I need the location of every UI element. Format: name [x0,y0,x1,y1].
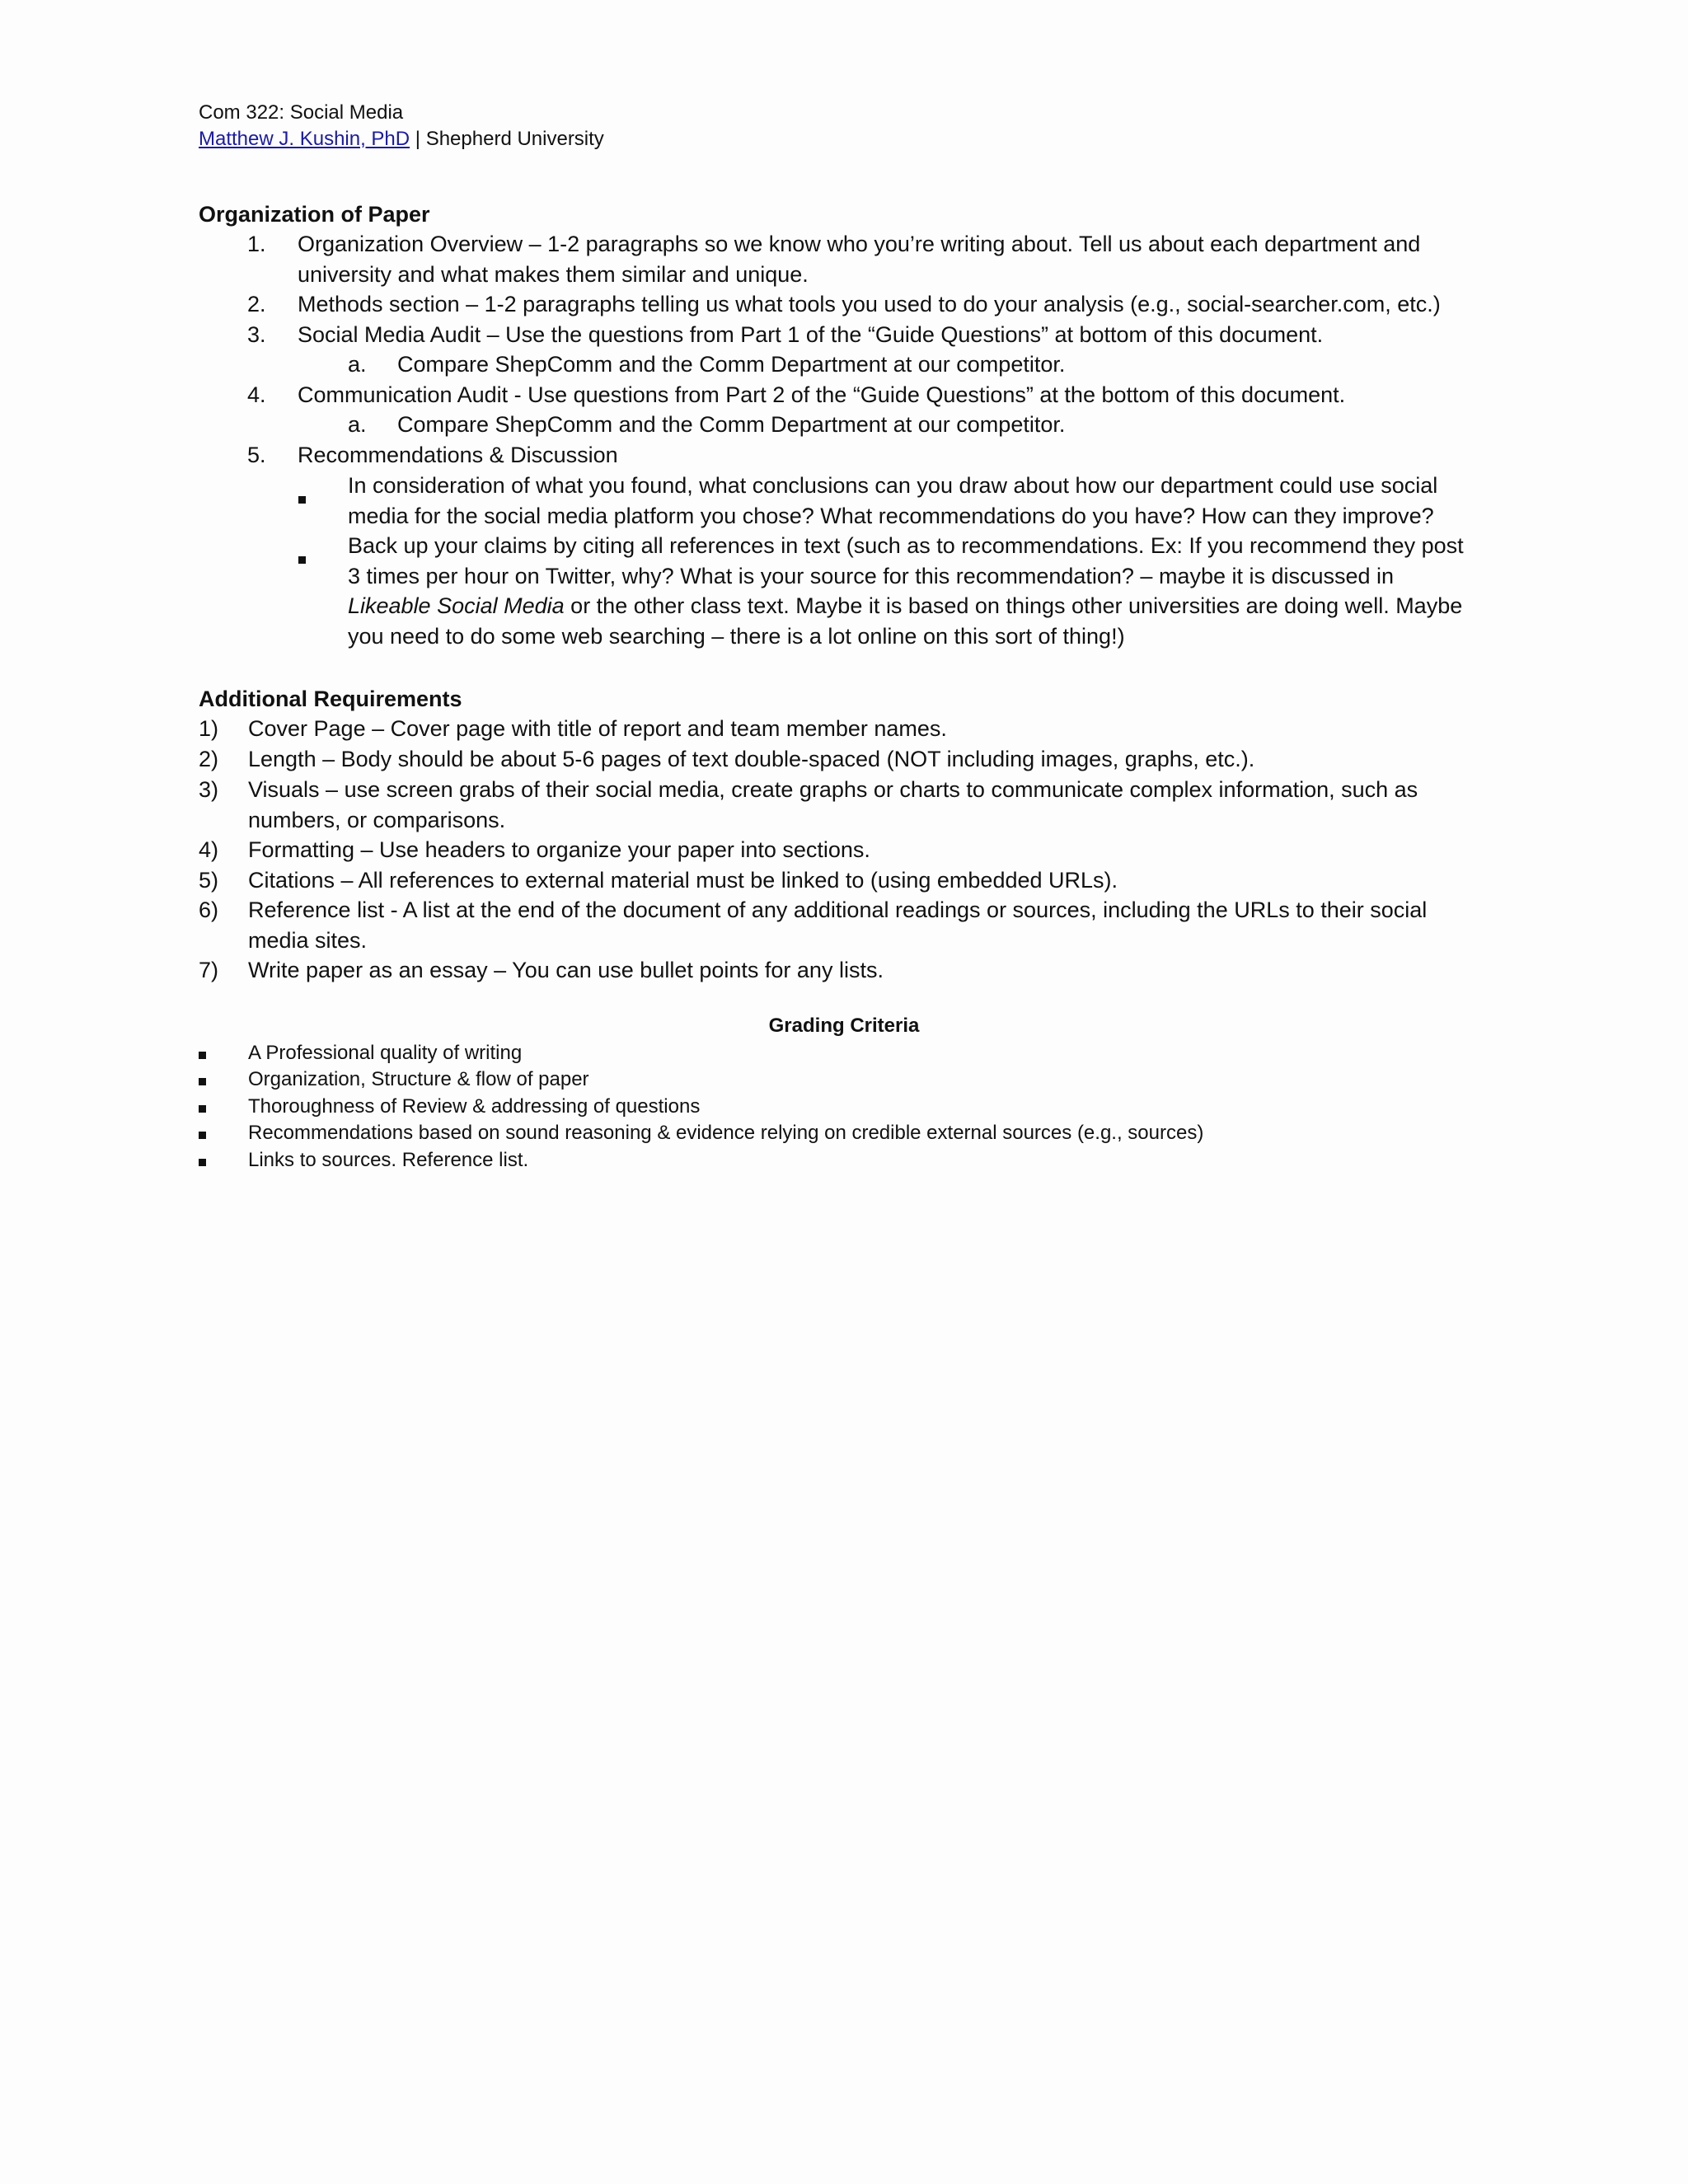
list-text: Formatting – Use headers to organize your paper into sections. [248,837,870,862]
list-number: 2. [247,292,266,316]
square-bullet-icon [298,556,306,564]
list-number: 4) [199,837,219,862]
bullet-text: 3 times per hour on Twitter, why? What is your source for this recommendation? – maybe it is discussed in [348,563,1395,588]
course-title: Com 322: Social Media [199,101,404,124]
list-text: Reference list - A list at the end of the document of any additional readings or sources, including the URLs to their social [248,898,1428,922]
list-text: Citations – All references to external material must be linked to (using embedded URLs). [248,868,1118,893]
grading-text: Organization, Structure & flow of paper [248,1068,589,1090]
sub-letter: a. [348,352,367,377]
list-number: 2) [199,747,219,771]
square-bullet-icon [199,1159,206,1166]
grading-item [199,1094,701,1120]
grading-item [199,1066,589,1093]
grading-text: Thoroughness of Review & addressing of questions [248,1095,701,1118]
bullet-text: In consideration of what you found, what conclusions can you draw about how our department could use social [348,473,1438,498]
grading-item [199,1040,523,1066]
list-text: numbers, or comparisons. [248,807,506,832]
grading-item [199,1120,1204,1146]
separator: | [415,128,421,150]
list-text: Organization Overview – 1-2 paragraphs so we know who you’re writing about. Tell us about each department and [298,232,1421,256]
list-number: 5. [247,443,266,467]
organization-heading: Organization of Paper [199,202,430,227]
list-number: 3) [199,777,219,802]
list-text: Length – Body should be about 5-6 pages of text double-spaced (NOT including images, graphs, etc.). [248,747,1255,771]
sub-text: Compare ShepComm and the Comm Department at our competitor. [397,352,1066,377]
list-text: media sites. [248,927,368,953]
list-number: 4. [247,382,266,407]
list-number: 1) [199,716,219,741]
square-bullet-icon [199,1052,206,1059]
grading-text: Links to sources. Reference list. [248,1149,529,1171]
square-bullet-icon [199,1132,206,1139]
grading-heading: Grading Criteria [768,1015,920,1037]
bullet-text-mixed [348,591,1462,621]
book-title: Likeable Social Media [348,593,565,618]
author-line [199,126,604,152]
grading-text: A Professional quality of writing [248,1042,523,1064]
university-name: Shepherd University [425,128,604,150]
bullet-text: media for the social media platform you chose? What recommendations do you have? How can they improve? [348,503,1434,528]
list-text: Write paper as an essay – You can use bullet points for any lists. [248,958,884,982]
square-bullet-icon [199,1078,206,1085]
list-text: Methods section – 1-2 paragraphs telling us what tools you used to do your analysis (e.g., social-searcher.com, etc.) [298,292,1441,316]
square-bullet-icon [298,496,306,504]
list-text: Communication Audit - Use questions from Part 2 of the “Guide Questions” at the bottom of this document. [298,382,1346,407]
grading-text: Recommendations based on sound reasoning & evidence relying on credible external sources (e.g., sources) [248,1122,1204,1144]
bullet-text: or the other class text. Maybe it is based on things other universities are doing well. Maybe [564,593,1463,618]
list-number: 5) [199,868,219,893]
list-text: Cover Page – Cover page with title of report and team member names. [248,716,947,741]
list-text: university and what makes them similar and unique. [298,261,809,287]
additional-heading: Additional Requirements [199,687,462,711]
grading-item [199,1147,529,1174]
bullet-text: you need to do some web searching – there is a lot online on this sort of thing!) [348,623,1125,649]
list-number: 7) [199,958,219,982]
list-number: 6) [199,898,219,922]
bullet-text: Back up your claims by citing all references in text (such as to recommendations. Ex: If you recommend they post [348,533,1464,558]
list-number: 1. [247,232,266,256]
sub-letter: a. [348,412,367,437]
list-text: Social Media Audit – Use the questions from Part 1 of the “Guide Questions” at bottom of this document. [298,322,1324,347]
list-text: Visuals – use screen grabs of their social media, create graphs or charts to communicate complex information, such as [248,777,1418,802]
sub-text: Compare ShepComm and the Comm Department at our competitor. [397,412,1066,437]
list-number: 3. [247,322,266,347]
author-link[interactable]: Matthew J. Kushin, PhD [199,128,410,150]
square-bullet-icon [199,1105,206,1113]
list-text: Recommendations & Discussion [298,443,618,467]
